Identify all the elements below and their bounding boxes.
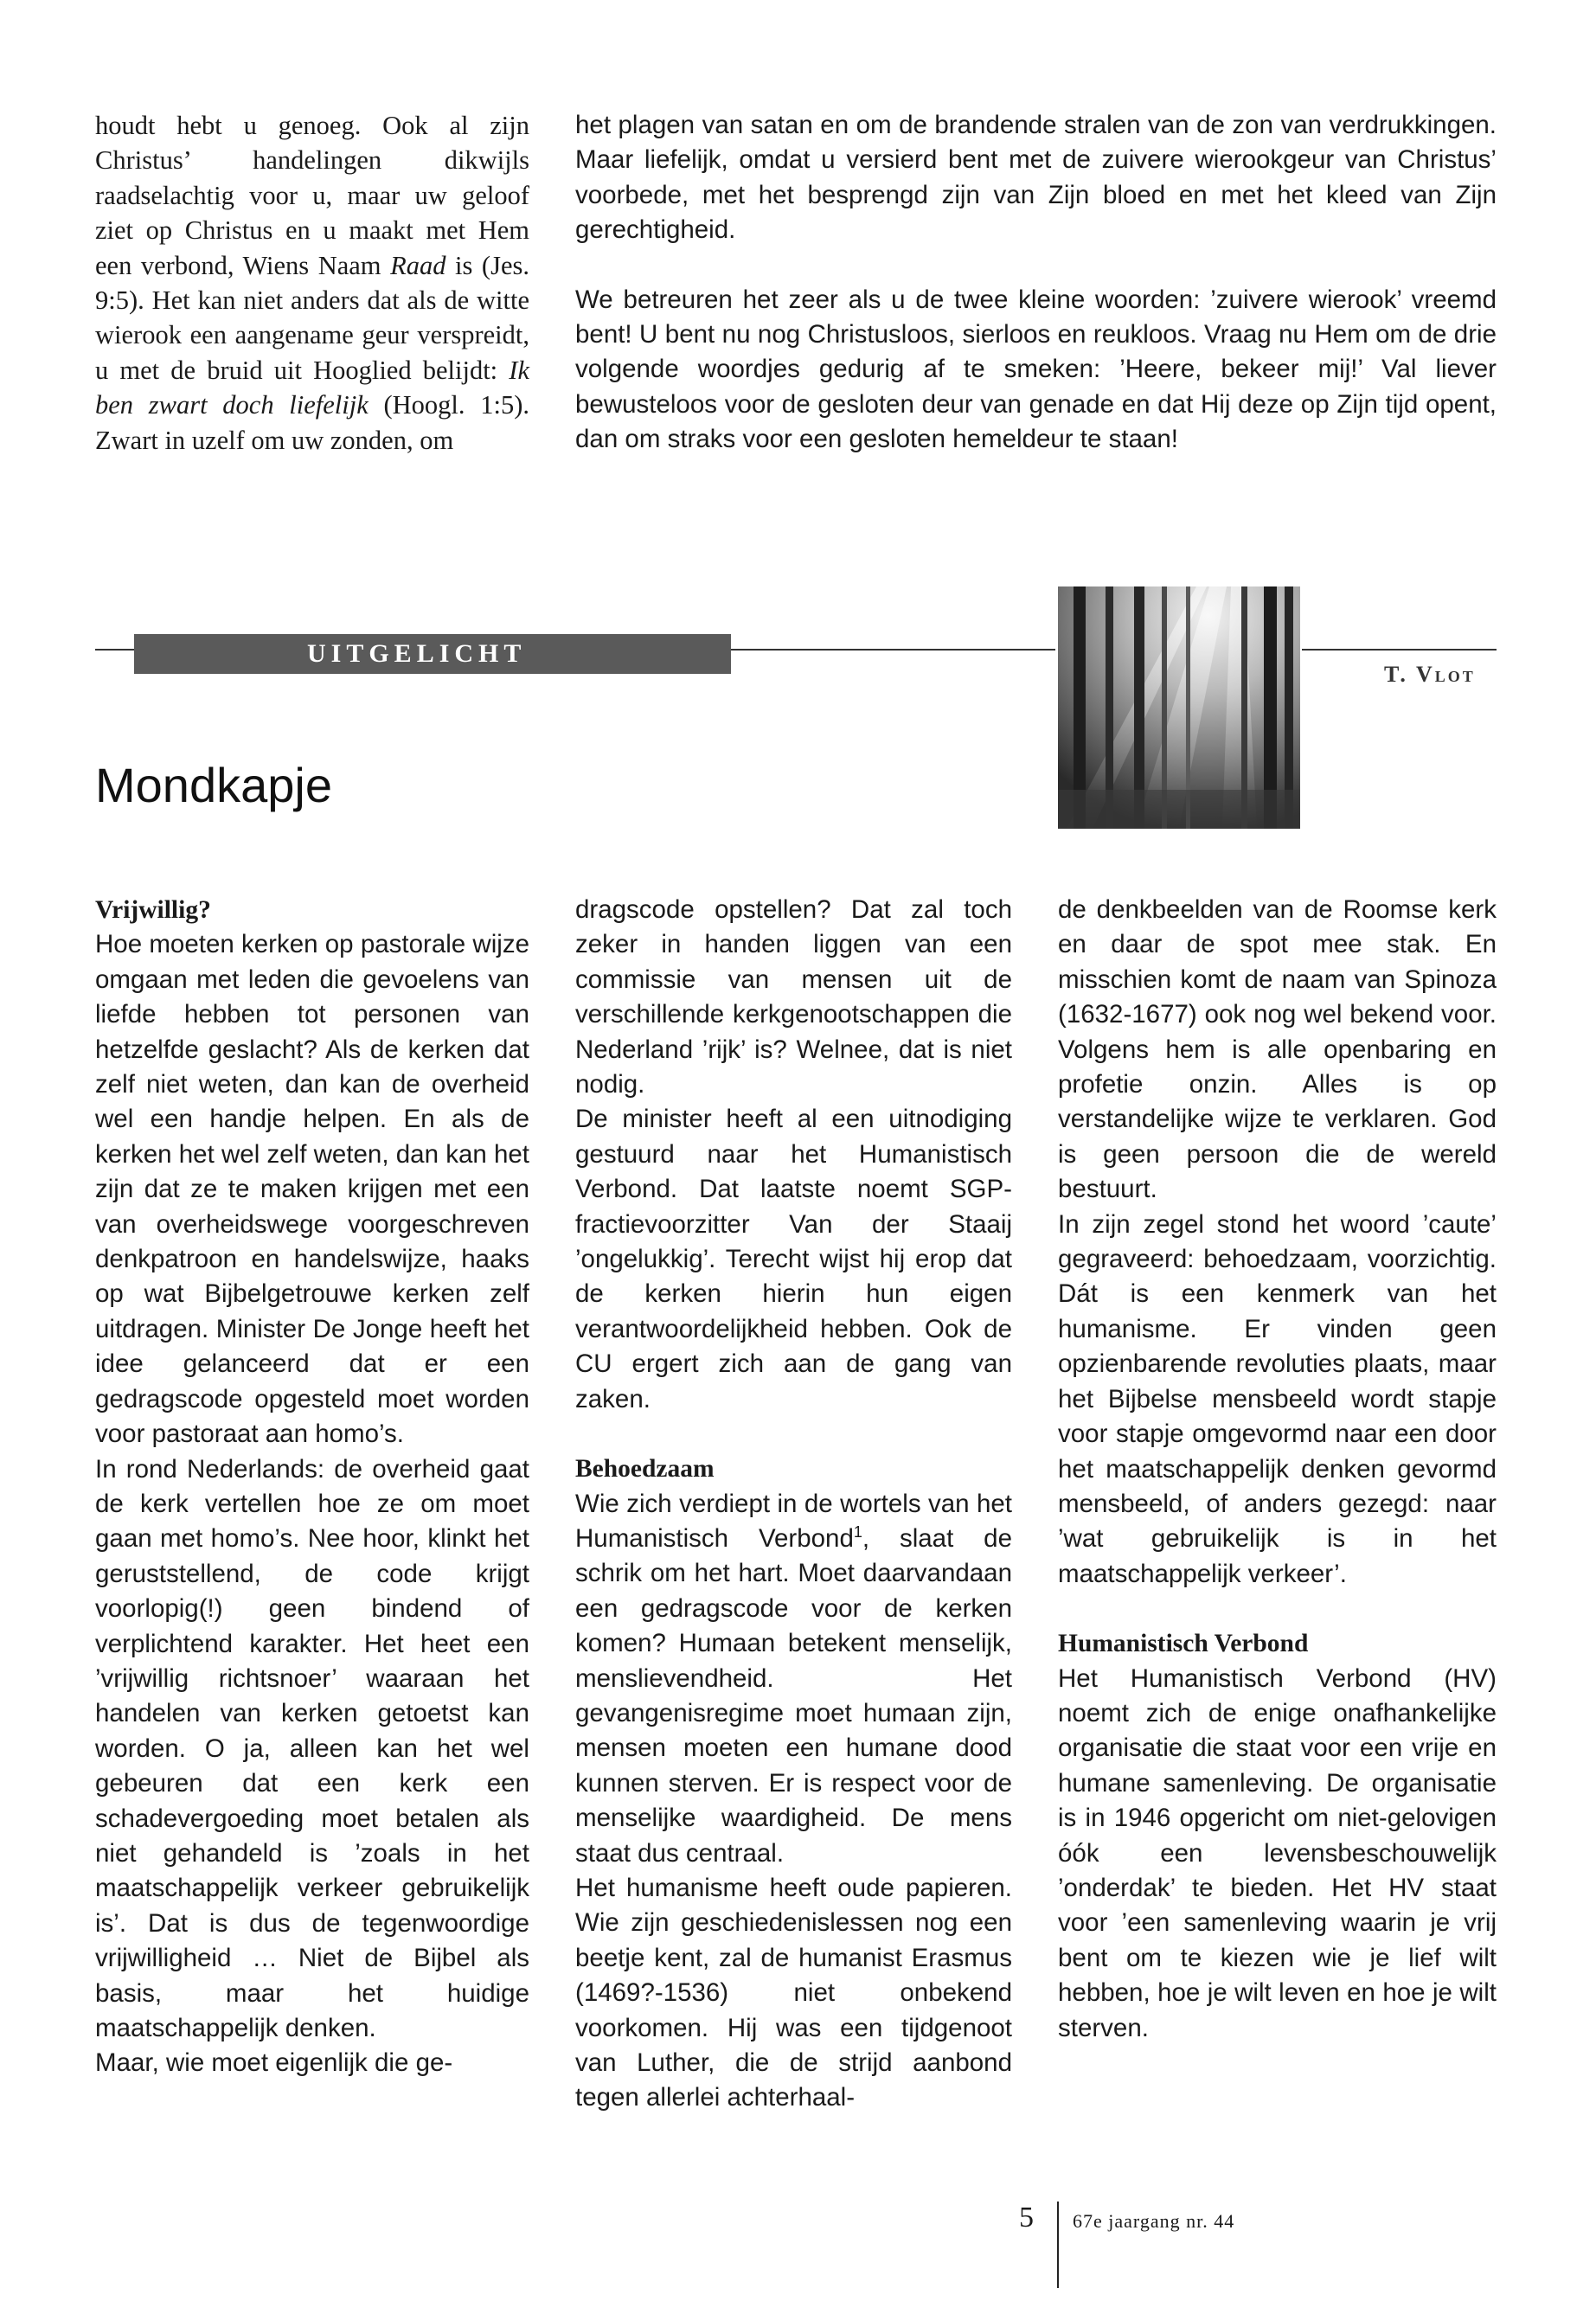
top-right-paragraph-1: het plagen van satan en om de brandende stralen van de zon van verdrukkingen. Maar liefelijk, omdat u versierd bent met de zuivere wierookgeur van Christus’ voorbede, met het besprengd zijn van Zijn bloed en met het kleed van Zijn gerechtigheid. bbox=[575, 111, 1497, 245]
article-column-2 bbox=[575, 893, 1012, 2116]
article-column-1 bbox=[95, 893, 529, 2081]
section-label-bar bbox=[134, 634, 731, 674]
col2-paragraph-3: Wie zich verdiept in de wortels van het Humanistisch Verbond$^1$, slaat de schrik om het hart. Moet daarvandaan een gedragscode voor de kerken komen? Humaan betekent menselijk, menslievendheid. Het gevangenisregime moet humaan zijn, mensen moeten een humane dood kunnen sterven. Er is respect voor de menselijke waardigheid. De mens staat dus centraal. bbox=[575, 1489, 1012, 1868]
author-name: T. Vlot bbox=[1384, 662, 1476, 687]
top-right-column bbox=[575, 108, 1497, 458]
col3-paragraph-3: Het Humanistisch Verbond (HV) noemt zich de enige onafhankelijke organisatie die staat voor een vrije en humane samenleving. De organisatie is in 1946 opgericht om niet-gelovigen óók een levensbeschouwelijk ’onderdak’ te bieden. Het HV staat voor ’een samenleving waarin je vrij bent om te kiezen wie je lief wilt hebben, hoe je wilt leven en hoe je wilt sterven. bbox=[1058, 1663, 1497, 2042]
col3-paragraph-1: de denkbeelden van de Roomse kerk en daar de spot mee stak. En misschien komt de naam van Spinoza (1632-1677) ook nog wel bekend voor. Volgens hem is alle openbaring en profetie onzin. Alles is op verstandelijke wijze te verklaren. God is geen persoon die de wereld bestuurt. bbox=[1058, 895, 1497, 1204]
article-title: Mondkapje bbox=[95, 758, 332, 812]
footnote-ref: 1 bbox=[853, 1523, 862, 1541]
top-right-paragraph-2: We betreuren het zeer als u de twee kleine woorden: ’zuivere wierook’ vreemd bent! U bent nu nog Christusloos, sierloos en reukloos. Vraag nu Hem om de drie volgende woordjes gedurig af te smeken: ’Heere, bekeer mij!’ Val liever bewusteloos voor de gesloten deur van genade en dat Hij deze op Zijn tijd opent, dan om straks voor een gesloten hemeldeur te staan! bbox=[575, 285, 1497, 454]
col2-paragraph-1: dragscode opstellen? Dat zal toch zeker in handen liggen van een commissie van mensen uit de verschillende kerkgenootschappen die Nederland ’rijk’ is? Welnee, dat is niet nodig. bbox=[575, 895, 1012, 1099]
subheading-behoedzaam: Behoedzaam bbox=[575, 1455, 715, 1484]
col2-paragraph-4: Het humanisme heeft oude papieren. Wie zijn geschiedenislessen nog een beetje kent, zal de humanist Erasmus (1469?-1536) niet onbekend voorkomen. Hij was een tijdgenoot van Luther, die de strijd aanbond tegen allerlei achterhaal- bbox=[575, 1873, 1012, 2112]
top-left-paragraph: houdt hebt u genoeg. Ook al zijn Christus’ handelingen dikwijls raadselachtig voor u, maar uw geloof ziet op Christus en u maakt met Hem een verbond, Wiens Naam Raad is (Jes. 9:5). Het kan niet anders dat als de witte wierook een aangename geur verspreidt, u met de bruid uit Hooglied belijdt: Ik ben zwart doch liefelijk (Hoogl. 1:5). Zwart in uzelf om uw zonden, om bbox=[95, 111, 529, 455]
top-left-column bbox=[95, 108, 529, 458]
issue-info: 67e jaargang nr. 44 bbox=[1073, 2210, 1235, 2232]
page-number: 5 bbox=[1019, 2202, 1034, 2234]
section-rule-right bbox=[1302, 649, 1497, 651]
article-column-3 bbox=[1058, 893, 1497, 2046]
col1-paragraph-3: Maar, wie moet eigenlijk die ge- bbox=[95, 2048, 453, 2078]
subheading-humanistisch-verbond: Humanistisch Verbond bbox=[1058, 1630, 1309, 1658]
forest-photo bbox=[1058, 586, 1300, 829]
col2-paragraph-2: De minister heeft al een uitnodiging gestuurd naar het Humanistisch Verbond. Dat laatste noemt SGP-fractievoorzitter Van der Staaij ’ongelukkig’. Terecht wijst hij erop dat de kerken hierin hun eigen verantwoordelijkheid hebben. Ook de CU ergert zich aan de gang van zaken. bbox=[575, 1105, 1012, 1413]
subheading-vrijwillig: Vrijwillig? bbox=[95, 896, 211, 924]
footer-divider bbox=[1057, 2202, 1059, 2288]
section-label: UITGELICHT bbox=[307, 639, 527, 668]
col1-paragraph-1: Hoe moeten kerken op pastorale wijze omgaan met leden die gevoelens van liefde hebben tot personen van hetzelfde geslacht? Als de kerken dat zelf niet weten, dan kan de overheid wel een handje helpen. En als de kerken het wel zelf weten, dan kan het zijn dat ze te maken krijgen met een van overheidswege voorgeschreven denkpatroon en handelswijze, haaks op wat Bijbelgetrouwe kerken zelf uitdragen. Minister De Jonge heeft het idee gelanceerd dat er een gedragscode opgesteld moet worden voor pastoraat aan homo’s. bbox=[95, 930, 529, 1449]
col1-paragraph-2: In rond Nederlands: de overheid gaat de kerk vertellen hoe ze om moet gaan met homo’s. Nee hoor, klinkt het geruststellend, de code krijgt voorlopig(!) geen bindend of verplichtend karakter. Het heet een ’vrijwillig richtsnoer’ waaraan het handelen van kerken getoetst kan worden. O ja, alleen kan het wel gebeuren dat een kerk een schadevergoeding moet betalen als niet gehandeld is ’zoals in het maatschappelijk verkeer gebruikelijk is’. Dat is dus de tegenwoordige vrijwilligheid … Niet de Bijbel als basis, maar het huidige maatschappelijk denken. bbox=[95, 1454, 529, 2042]
col3-paragraph-2: In zijn zegel stond het woord ’caute’ gegraveerd: behoedzaam, voorzichtig. Dát is een kenmerk van het humanisme. Er vinden geen opzienbarende revoluties plaats, maar het Bijbelse mensbeeld wordt stapje voor stapje omgevormd naar een door het maatschappelijk denken gevormd mensbeeld, of anders gezegd: naar ’wat gebruikelijk is in het maatschappelijk verkeer’. bbox=[1058, 1209, 1497, 1588]
